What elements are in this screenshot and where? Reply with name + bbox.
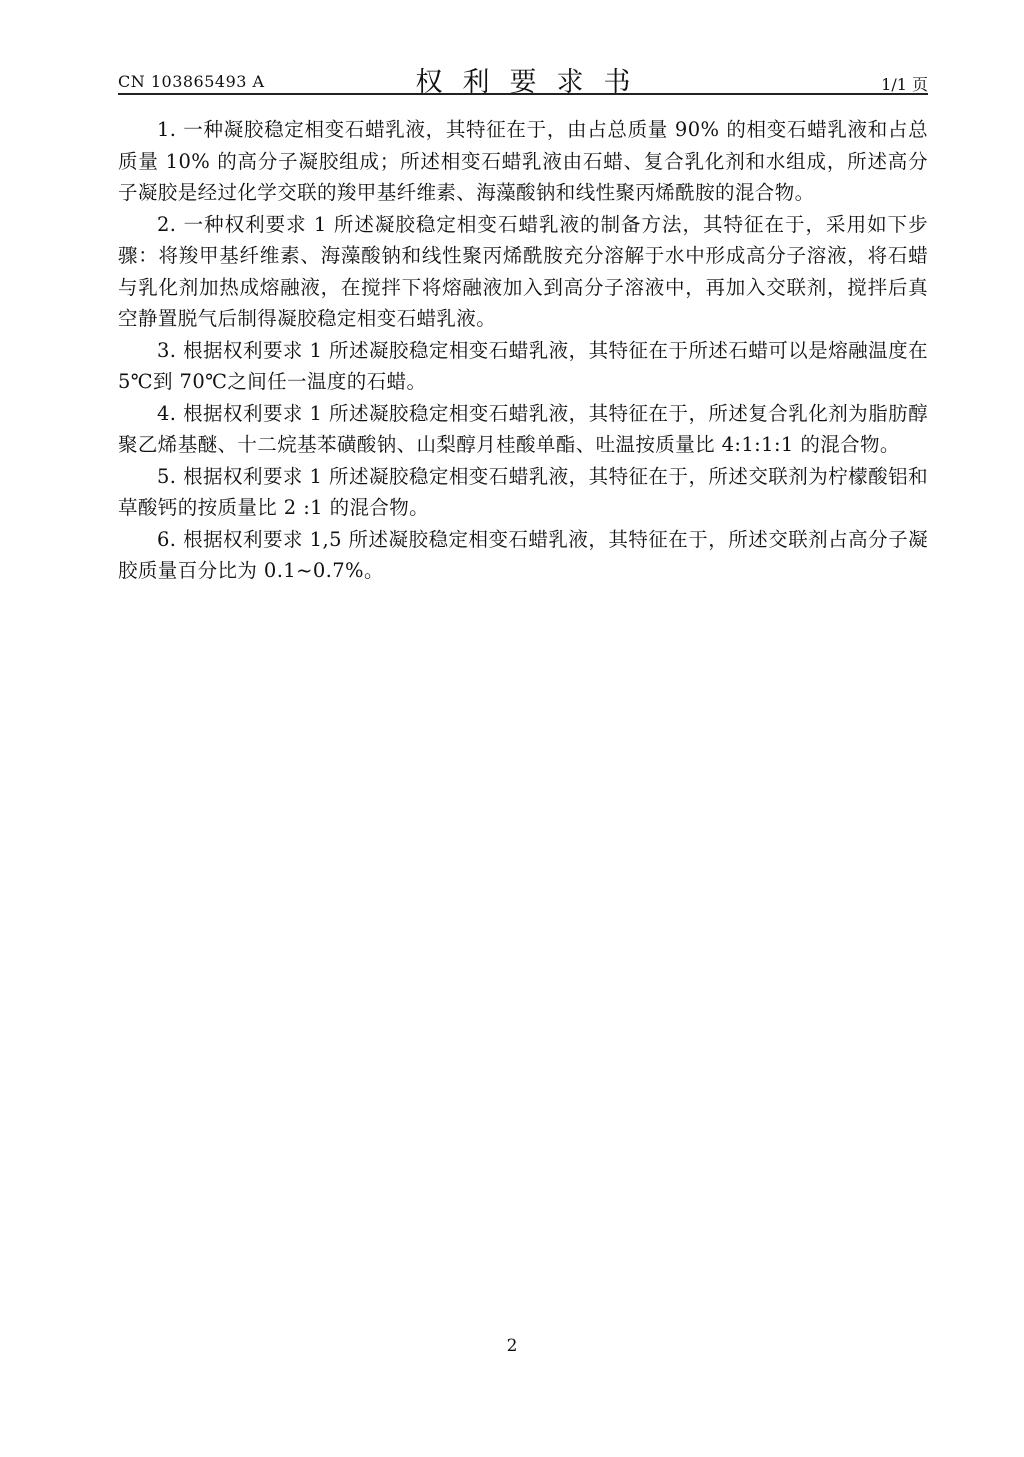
claims-section [118,114,928,587]
claim-3: 3. 根据权利要求 1 所述凝胶稳定相变石蜡乳液，其特征在于所述石蜡可以是熔融温度在 5℃到 70℃之间任一温度的石蜡。 [118,338,928,393]
page-header [118,58,928,98]
document-title: 权利要求书 [415,67,651,98]
claim-1: 1. 一种凝胶稳定相变石蜡乳液，其特征在于，由占总质量 90% 的相变石蜡乳液和占总质量 10% 的高分子凝胶组成；所述相变石蜡乳液由石蜡、复合乳化剂和水组成，所述高分子凝胶是经过化学交联的羧甲基纤维素、海藻酸钠和线性聚丙烯酰胺的混合物。 [118,118,928,204]
page-info: 1/1 页 [881,75,928,94]
claim-5: 5. 根据权利要求 1 所述凝胶稳定相变石蜡乳液，其特征在于，所述交联剂为柠檬酸铝和草酸钙的按质量比 2 :1 的混合物。 [118,464,928,519]
claim-4: 4. 根据权利要求 1 所述凝胶稳定相变石蜡乳液，其特征在于，所述复合乳化剂为脂肪醇聚乙烯基醚、十二烷基苯磺酸钠、山梨醇月桂酸单酯、吐温按质量比 4:1:1:1 的混合物。 [118,401,928,456]
header-rule [118,93,928,95]
page-number: 2 [506,1336,518,1356]
claim-2: 2. 一种权利要求 1 所述凝胶稳定相变石蜡乳液的制备方法，其特征在于，采用如下步骤：将羧甲基纤维素、海藻酸钠和线性聚丙烯酰胺充分溶解于水中形成高分子溶液，将石蜡与乳化剂加热成熔融液，在搅拌下将熔融液加入到高分子溶液中，再加入交联剂，搅拌后真空静置脱气后制得凝胶稳定相变石蜡乳液。 [118,212,928,330]
claim-6: 6. 根据权利要求 1,5 所述凝胶稳定相变石蜡乳液，其特征在于，所述交联剂占高分子凝胶质量百分比为 0.1~0.7%。 [118,527,928,582]
publication-number: CN 103865493 A [118,72,265,91]
